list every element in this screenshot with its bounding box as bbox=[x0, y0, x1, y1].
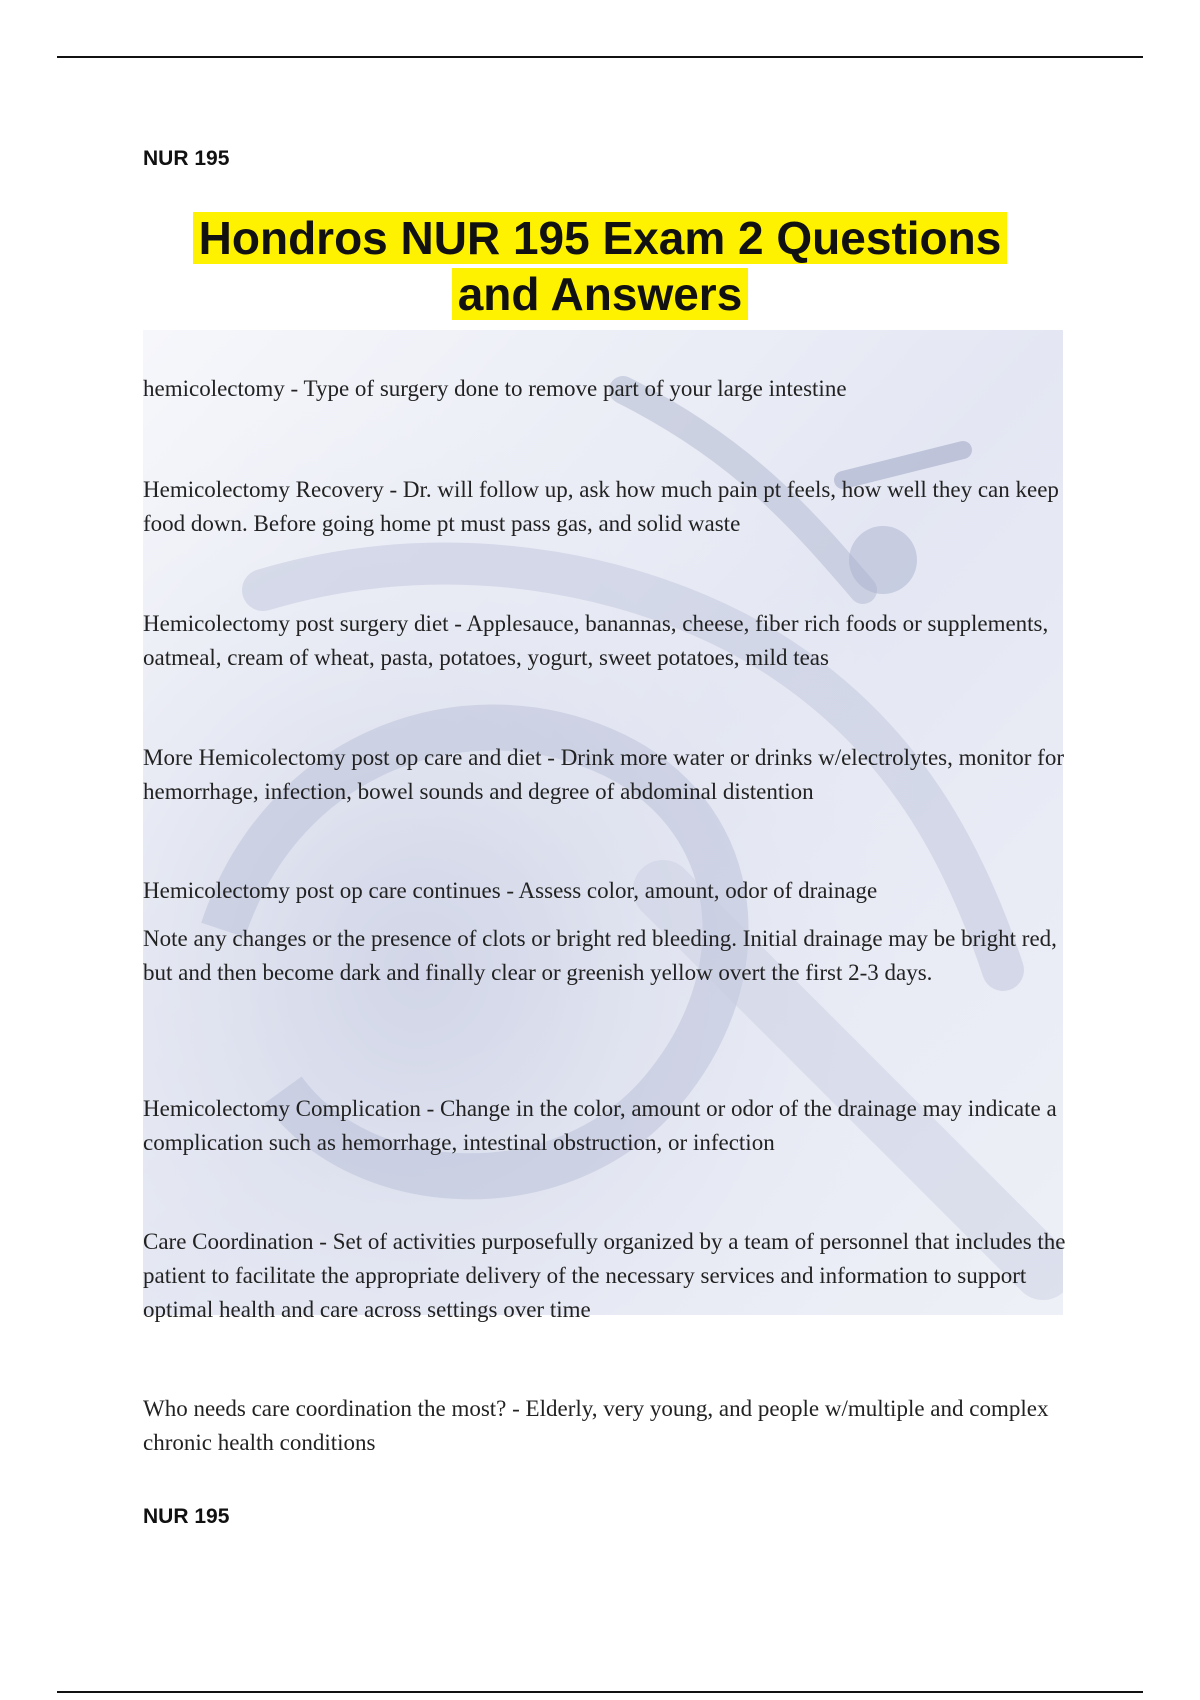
qa-entry-more-post-op-care bbox=[143, 741, 1068, 809]
document-title-line-2: and Answers bbox=[452, 268, 749, 320]
qa-entry-hemicolectomy bbox=[143, 372, 1068, 406]
qa-entry-post-op-care-continues bbox=[143, 874, 1068, 990]
bottom-rule bbox=[57, 1691, 1143, 1693]
top-rule bbox=[57, 56, 1143, 58]
qa-entry-text: Hemicolectomy Complication - Change in the color, amount or odor of the drainage may indicate a complication such as hemorrhage, intestinal obstruction, or infection bbox=[143, 1096, 1057, 1155]
qa-entry-continuation: Note any changes or the presence of clots or bright red bleeding. Initial drainage may be bright red, but and then become dark and finally clear or greenish yellow overt the first 2-3 days. bbox=[143, 926, 1057, 985]
course-code-footer: NUR 195 bbox=[143, 1505, 230, 1528]
qa-entry-text: More Hemicolectomy post op care and diet - Drink more water or drinks w/electrolytes, monitor for hemorrhage, infection, bowel sounds and degree of abdominal distention bbox=[143, 745, 1064, 804]
qa-entry-recovery bbox=[143, 473, 1068, 541]
qa-entry-text: Care Coordination - Set of activities purposefully organized by a team of personnel that includes the patient to facilitate the appropriate delivery of the necessary services and information to support optimal health and care across settings over time bbox=[143, 1229, 1066, 1322]
document-title bbox=[100, 210, 1100, 322]
qa-entry-text: Hemicolectomy Recovery - Dr. will follow up, ask how much pain pt feels, how well they can keep food down. Before going home pt must pass gas, and solid waste bbox=[143, 477, 1059, 536]
qa-entry-text: hemicolectomy - Type of surgery done to remove part of your large intestine bbox=[143, 376, 847, 401]
qa-entry-text: Who needs care coordination the most? - Elderly, very young, and people w/multiple and complex chronic health conditions bbox=[143, 1396, 1049, 1455]
qa-entry-post-surgery-diet bbox=[143, 607, 1068, 675]
course-code-header: NUR 195 bbox=[143, 147, 230, 170]
qa-entry-care-coordination bbox=[143, 1225, 1068, 1327]
qa-entry-text: Hemicolectomy post op care continues - Assess color, amount, odor of drainage bbox=[143, 878, 878, 903]
qa-entry-complication bbox=[143, 1092, 1068, 1160]
qa-entry-text: Hemicolectomy post surgery diet - Applesauce, banannas, cheese, fiber rich foods or supplements, oatmeal, cream of wheat, pasta, potatoes, yogurt, sweet potatoes, mild teas bbox=[143, 611, 1049, 670]
document-title-line-1: Hondros NUR 195 Exam 2 Questions bbox=[193, 212, 1008, 264]
qa-entry-who-needs-care bbox=[143, 1392, 1068, 1460]
